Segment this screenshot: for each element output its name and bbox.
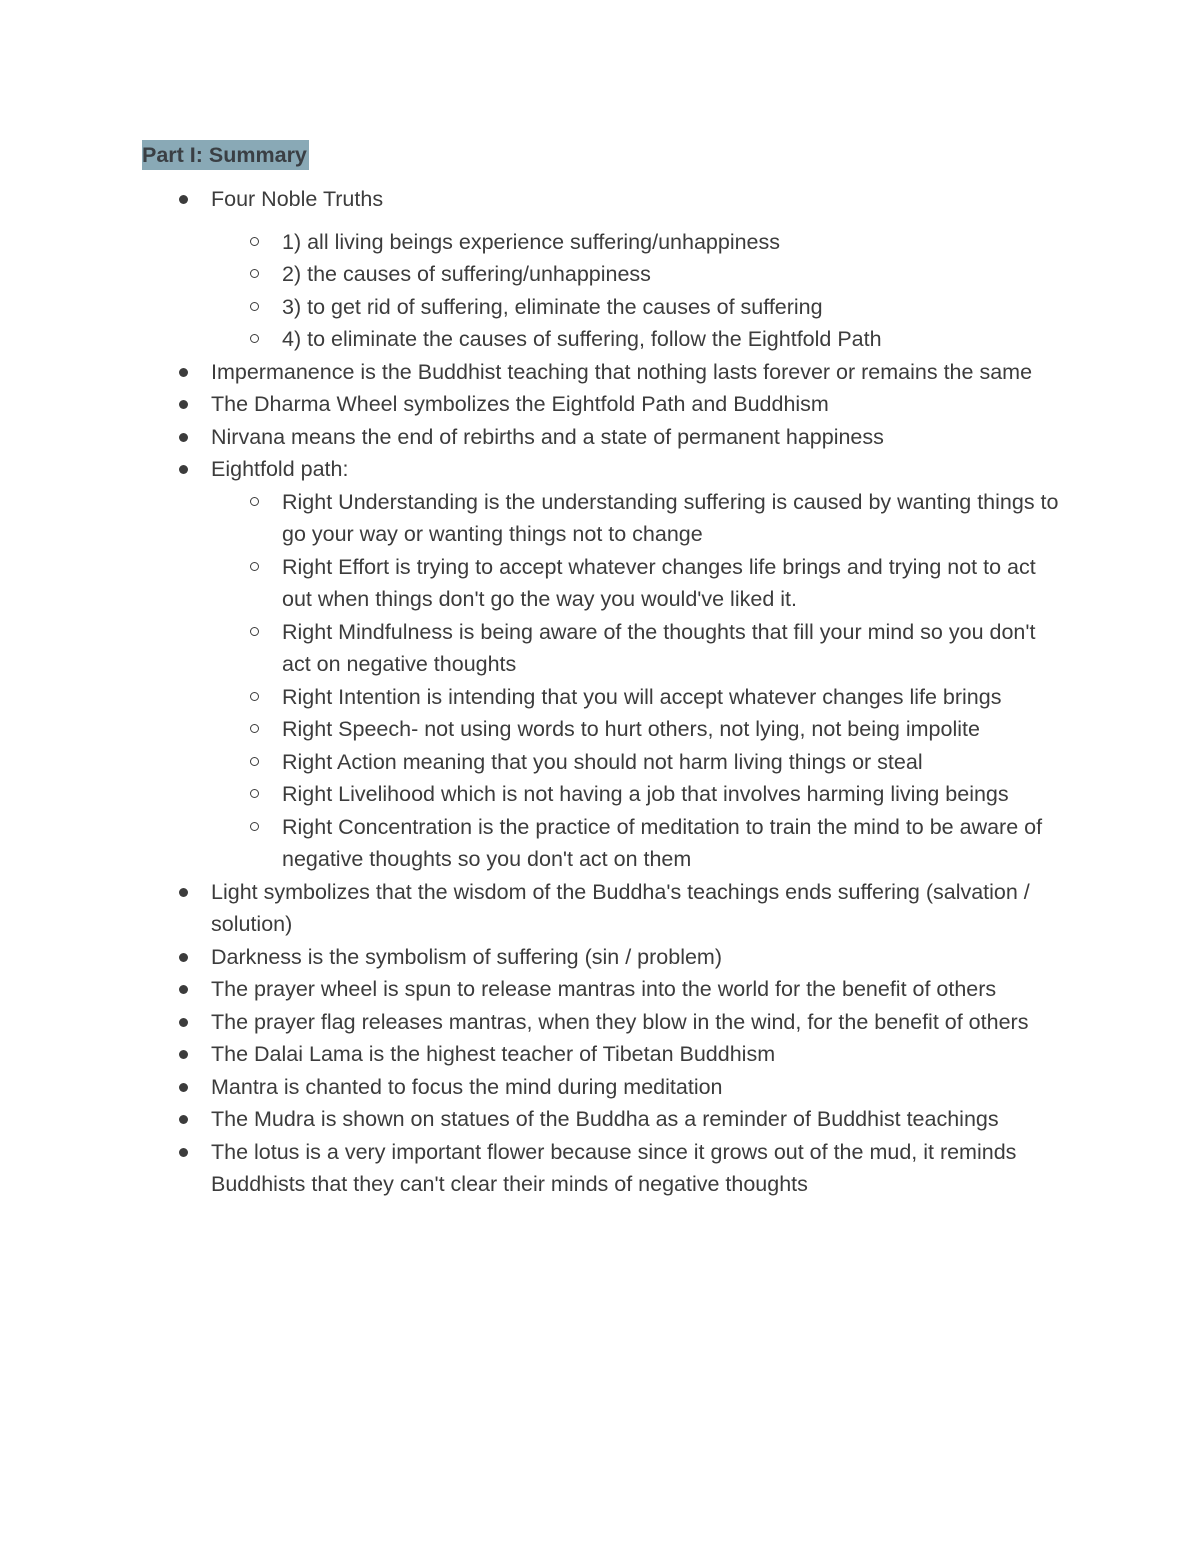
sub-list-item-text: 3) to get rid of suffering, eliminate the causes of suffering [282, 294, 823, 319]
sub-list-item-text: Right Action meaning that you should not harm living things or steal [282, 749, 923, 774]
list-item [0, 1006, 1061, 1039]
bullet-icon [179, 953, 188, 962]
list-item-text: Four Noble Truths [211, 187, 384, 211]
sub-list-item [282, 486, 1062, 551]
bullet-icon [179, 1083, 188, 1092]
bullet-icon [179, 888, 188, 897]
sub-list-item-text: 4) to eliminate the causes of suffering, follow the Eightfold Path [282, 327, 882, 351]
bullet-icon [179, 1148, 188, 1157]
list-item [0, 421, 1061, 454]
list-item-text: The prayer wheel is spun to release mantras into the world for the benefit of others [211, 977, 997, 1001]
sub-list-item [282, 616, 1062, 681]
list-item-text: The Dharma Wheel symbolizes the Eightfold Path and Buddhism [211, 392, 829, 416]
list-item [0, 356, 1061, 389]
bullet-icon [179, 433, 188, 442]
hollow-bullet-icon [250, 692, 259, 701]
sub-list-item [282, 811, 1062, 876]
list-item-text: Impermanence is the Buddhist teaching that nothing lasts forever or remains the same [211, 359, 1033, 384]
list-item [0, 453, 1061, 876]
sub-list-item-text: Right Livelihood which is not having a job that involves harming living beings [282, 782, 1009, 806]
sub-list-item [282, 226, 1062, 259]
sub-list [211, 486, 1061, 876]
sub-list-item [282, 778, 1062, 811]
list-item [0, 183, 1061, 356]
bullet-icon [179, 1115, 188, 1124]
sub-list-item [282, 681, 1062, 714]
list-item [0, 1136, 1061, 1201]
list-item [0, 388, 1061, 421]
sub-list-item-text: 2) the causes of suffering/unhappiness [282, 262, 651, 286]
list-item-text: Mantra is chanted to focus the mind during meditation [211, 1074, 723, 1099]
bullet-icon [179, 368, 188, 377]
list-item-text: The Dalai Lama is the highest teacher of Tibetan Buddhism [211, 1042, 776, 1066]
hollow-bullet-icon [250, 269, 259, 278]
sub-list-item [282, 291, 1062, 324]
sub-list-item-text: Right Speech- not using words to hurt others, not lying, not being impolite [282, 717, 980, 741]
hollow-bullet-icon [250, 302, 259, 311]
hollow-bullet-icon [250, 757, 259, 766]
list-item [0, 1038, 1061, 1071]
list-item [0, 876, 1061, 941]
hollow-bullet-icon [250, 334, 259, 343]
bullet-icon [179, 1050, 188, 1059]
sub-list-item-text: Right Understanding is the understanding suffering is caused by wanting things to go your way or wanting things not to change [282, 489, 1059, 546]
list-item-text: Darkness is the symbolism of suffering (sin / problem) [211, 944, 723, 969]
list-item-text: The lotus is a very important flower because since it grows out of the mud, it reminds Buddhists that they can't clear their minds of negative thoughts [211, 1139, 1017, 1196]
sub-list-item-text: Right Effort is trying to accept whatever changes life brings and trying not to act out when things don't go the way you would've liked it. [282, 554, 1036, 611]
sub-list-item [282, 323, 1062, 356]
list-item-text: Nirvana means the end of rebirths and a state of permanent happiness [211, 424, 884, 449]
sub-list-item-text: Right Mindfulness is being aware of the thoughts that fill your mind so you don't act on negative thoughts [282, 619, 1036, 676]
list-item [0, 1071, 1061, 1104]
sub-list-item [282, 258, 1062, 291]
bullet-icon [179, 465, 188, 474]
list-item-text: Light symbolizes that the wisdom of the Buddha's teachings ends suffering (salvation / solution) [211, 879, 1030, 936]
hollow-bullet-icon [250, 497, 259, 506]
bullet-icon [179, 1018, 188, 1027]
sub-list-item [282, 713, 1062, 746]
list-item [0, 941, 1061, 974]
sub-list-item-text: 1) all living beings experience suffering/unhappiness [282, 229, 781, 254]
hollow-bullet-icon [250, 822, 259, 831]
sub-list-item [282, 746, 1062, 779]
list-item [0, 1103, 1061, 1136]
summary-list [0, 183, 1200, 1201]
sub-list [211, 226, 1061, 356]
sub-list-item [282, 551, 1062, 616]
bullet-icon [179, 400, 188, 409]
sub-list-item-text: Right Concentration is the practice of meditation to train the mind to be aware of negative thoughts so you don't act on them [282, 814, 1043, 871]
bullet-icon [179, 195, 188, 204]
hollow-bullet-icon [250, 237, 259, 246]
hollow-bullet-icon [250, 627, 259, 636]
list-item-text: Eightfold path: [211, 457, 349, 481]
section-heading: Part I: Summary [142, 140, 309, 170]
hollow-bullet-icon [250, 562, 259, 571]
hollow-bullet-icon [250, 789, 259, 798]
sub-list-item-text: Right Intention is intending that you will accept whatever changes life brings [282, 684, 1002, 709]
list-item [0, 973, 1061, 1006]
list-item-text: The Mudra is shown on statues of the Buddha as a reminder of Buddhist teachings [211, 1107, 999, 1131]
bullet-icon [179, 985, 188, 994]
hollow-bullet-icon [250, 724, 259, 733]
list-item-text: The prayer flag releases mantras, when they blow in the wind, for the benefit of others [211, 1009, 1029, 1034]
